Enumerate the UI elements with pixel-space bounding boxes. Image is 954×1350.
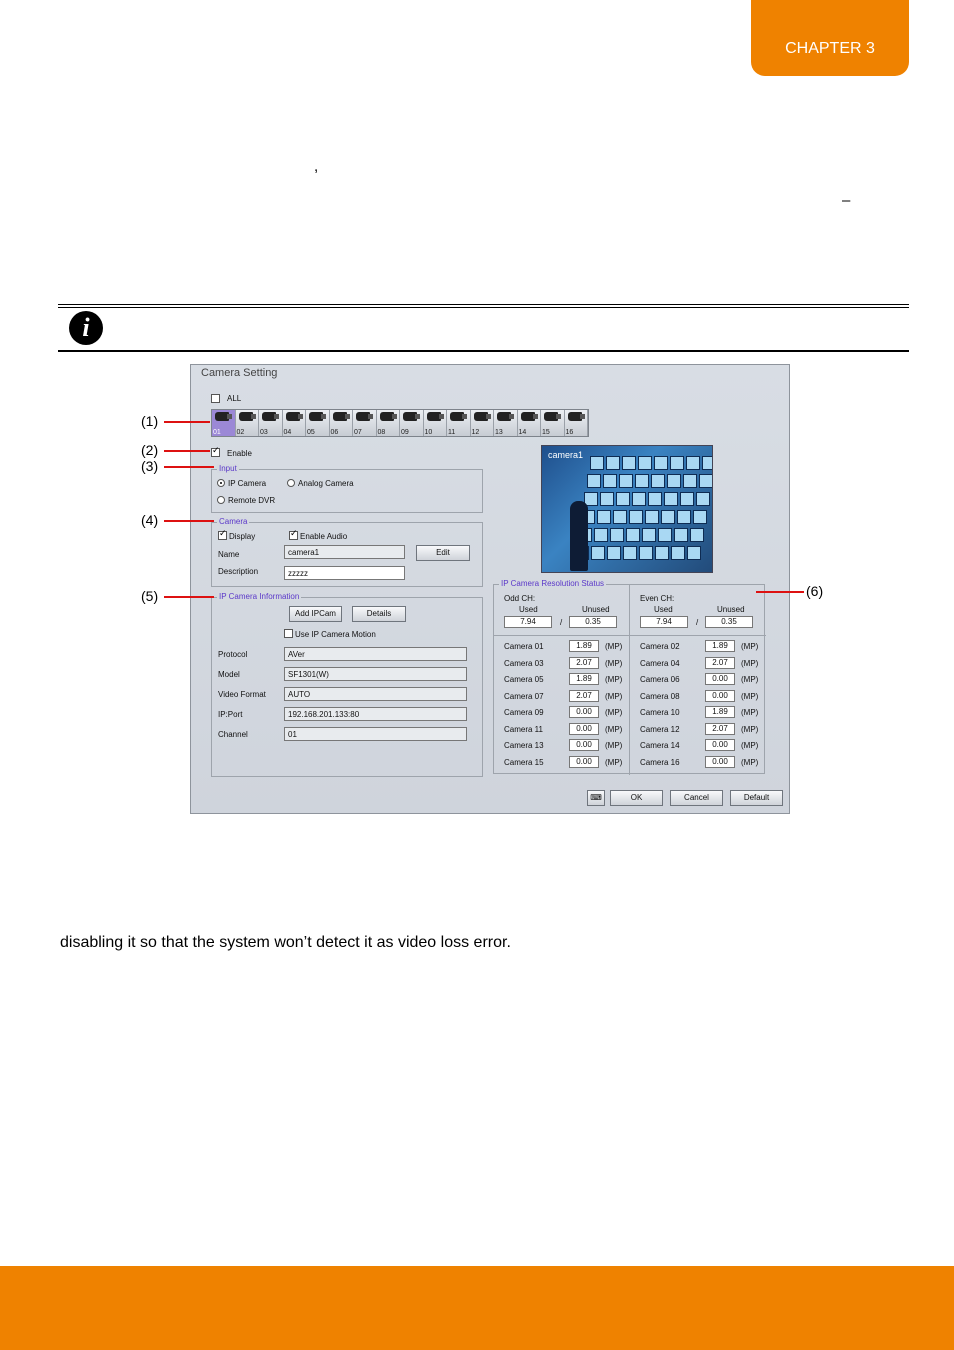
camera-icon (380, 412, 394, 421)
enable-label: Enable (227, 449, 252, 458)
resolution-status-group (493, 579, 765, 774)
protocol-field[interactable]: AVer (284, 647, 467, 661)
monitor-tile (655, 546, 669, 560)
monitor-tile (600, 492, 614, 506)
monitor-tile (629, 510, 643, 524)
remote-dvr-label: Remote DVR (228, 496, 276, 505)
cancel-button[interactable]: Cancel (670, 790, 723, 806)
monitor-tile (626, 528, 640, 542)
camera-button-12[interactable] (471, 410, 495, 436)
resolution-row-unit: (MP) (605, 757, 623, 767)
camera-number: 06 (330, 429, 339, 436)
monitor-tile (638, 456, 652, 470)
resolution-row-unit: (MP) (741, 691, 759, 701)
callout-4-line (164, 520, 214, 522)
display-checkbox[interactable] (218, 531, 227, 540)
callout-1-line (164, 421, 210, 423)
monitor-tile (702, 456, 713, 470)
monitor-tile (664, 492, 678, 506)
protocol-label: Protocol (218, 650, 248, 659)
resolution-row-name: Camera 16 (640, 757, 680, 767)
monitor-tile (623, 546, 637, 560)
enable-audio-label: Enable Audio (300, 532, 348, 541)
resolution-row-unit: (MP) (741, 724, 759, 734)
model-label: Model (218, 670, 240, 679)
camera-number: 11 (448, 429, 456, 436)
callout-3-line (164, 466, 214, 468)
note-rule-top (58, 304, 909, 305)
camera-number: 13 (495, 429, 503, 436)
monitor-tile (603, 474, 617, 488)
chapter-label: CHAPTER 3 (785, 40, 875, 57)
even-used-label: Used (654, 605, 673, 614)
camera-number: 12 (471, 429, 480, 436)
callout-3: (3) (141, 458, 159, 474)
stray-dash: – (842, 192, 851, 209)
use-motion-checkbox[interactable] (284, 629, 293, 638)
camera-button-08[interactable] (377, 410, 401, 436)
odd-unused-value: 0.35 (569, 616, 617, 628)
camera-button-04[interactable] (283, 410, 307, 436)
note-rule-top-2 (58, 307, 909, 308)
resolution-row-value: 2.07 (569, 657, 599, 669)
resolution-row-value: 1.89 (705, 706, 735, 718)
body-paragraph: disabling it so that the system won’t detect it as video loss error. (60, 934, 511, 951)
camera-number: 08 (377, 429, 386, 436)
camera-button-07[interactable] (353, 410, 377, 436)
camera-icon (427, 412, 441, 421)
resolution-row-name: Camera 14 (640, 741, 680, 750)
analog-camera-radio[interactable] (287, 479, 295, 487)
description-field[interactable]: zzzzz (284, 566, 405, 580)
resolution-row-unit: (MP) (741, 708, 759, 717)
camera-number: 10 (424, 429, 433, 436)
monitor-tile (680, 492, 694, 506)
callout-1: (1) (141, 413, 159, 429)
resolution-row-value: 0.00 (569, 739, 599, 751)
monitor-tile (613, 510, 627, 524)
monitor-tile (648, 492, 662, 506)
video-format-field[interactable]: AUTO (284, 687, 467, 701)
name-label: Name (218, 550, 240, 559)
monitor-tile (687, 546, 701, 560)
monitor-tile (661, 510, 675, 524)
ip-port-field[interactable]: 192.168.201.133:80 (284, 707, 467, 721)
analog-camera-label: Analog Camera (298, 479, 354, 488)
input-group (211, 464, 483, 513)
resolution-row-unit: (MP) (741, 741, 759, 750)
callout-2: (2) (141, 442, 159, 458)
even-slash: / (696, 618, 699, 627)
resolution-row-name: Camera 08 (640, 691, 680, 701)
callout-6-line (756, 591, 804, 593)
camera-button-06[interactable] (330, 410, 354, 436)
callout-6: (6) (806, 583, 824, 599)
resolution-row-value: 0.00 (569, 723, 599, 735)
resolution-row-value: 0.00 (705, 690, 735, 702)
resolution-row-unit: (MP) (605, 741, 623, 750)
camera-group (211, 517, 483, 587)
resolution-row-value: 0.00 (569, 706, 599, 718)
camera-icon (544, 412, 558, 421)
camera-icon (568, 412, 582, 421)
monitor-tile (607, 546, 621, 560)
camera-number: 16 (565, 429, 574, 436)
footer-bar (0, 1266, 954, 1350)
resolution-row-unit: (MP) (605, 724, 623, 734)
enable-audio-checkbox[interactable] (289, 531, 298, 540)
odd-unused-label: Unused (582, 605, 610, 614)
camera-icon (521, 412, 535, 421)
resolution-row-name: Camera 03 (504, 658, 544, 668)
resolution-row-name: Camera 11 (504, 724, 543, 734)
camera-button-05[interactable] (306, 410, 330, 436)
monitor-tile (597, 510, 611, 524)
resolution-row-unit: (MP) (741, 658, 759, 668)
camera-button-09[interactable] (400, 410, 424, 436)
model-field[interactable]: SF1301(W) (284, 667, 467, 681)
resolution-group-label: IP Camera Resolution Status (501, 579, 605, 588)
description-label: Description (218, 567, 259, 576)
camera-number: 14 (518, 429, 527, 436)
camera-button-01[interactable] (212, 410, 236, 436)
camera-button-11[interactable] (447, 410, 471, 436)
video-format-label: Video Format (218, 690, 266, 699)
monitor-tile (686, 456, 700, 470)
stray-comma: , (314, 158, 319, 175)
resolution-hdivider (494, 635, 766, 636)
monitor-tile (645, 510, 659, 524)
monitor-tile (667, 474, 681, 488)
resolution-row-value: 0.00 (705, 756, 735, 768)
camera-button-02[interactable] (236, 410, 260, 436)
resolution-row-value: 2.07 (569, 690, 599, 702)
note-rule-bottom (58, 350, 909, 352)
add-ipcam-button[interactable]: Add IPCam (289, 606, 342, 622)
ok-button[interactable]: OK (610, 790, 663, 806)
camera-group-label: Camera (219, 517, 248, 526)
channel-label: Channel (218, 730, 248, 739)
camera-icon (450, 412, 464, 421)
all-checkbox[interactable] (211, 394, 220, 403)
camera-icon (286, 412, 300, 421)
resolution-row-unit: (MP) (605, 675, 623, 684)
display-label: Display (229, 532, 256, 541)
camera-button-03[interactable] (259, 410, 283, 436)
monitor-tile (619, 474, 633, 488)
resolution-row-name: Camera 06 (640, 675, 680, 684)
even-unused-value: 0.35 (705, 616, 753, 628)
monitor-tile (635, 474, 649, 488)
resolution-row-name: Camera 01 (504, 642, 544, 651)
resolution-row-name: Camera 09 (504, 708, 544, 717)
monitor-tile (590, 456, 604, 470)
resolution-row-name: Camera 15 (504, 757, 544, 767)
resolution-divider (629, 585, 630, 775)
monitor-tile (674, 528, 688, 542)
monitor-tile (696, 492, 710, 506)
camera-number: 03 (260, 429, 268, 436)
camera-icon (262, 412, 276, 421)
resolution-row-value: 0.00 (705, 673, 735, 685)
callout-2-line (164, 450, 210, 452)
monitor-tile (658, 528, 672, 542)
info-icon: i (69, 311, 103, 345)
monitor-tile (670, 456, 684, 470)
resolution-row-name: Camera 05 (504, 675, 544, 684)
details-button[interactable]: Details (352, 606, 406, 622)
resolution-row-name: Camera 07 (504, 691, 544, 701)
keyboard-icon[interactable]: ⌨ (587, 790, 605, 806)
monitor-tile (632, 492, 646, 506)
ip-info-group-label: IP Camera Information (219, 592, 300, 601)
resolution-row-unit: (MP) (605, 708, 623, 717)
camera-number: 07 (354, 429, 362, 436)
camera-icon (309, 412, 323, 421)
ip-camera-label: IP Camera (228, 479, 267, 488)
preview-label: camera1 (548, 450, 584, 460)
name-field[interactable]: camera1 (284, 545, 405, 559)
resolution-row-value: 0.00 (705, 739, 735, 751)
camera-button-14[interactable] (518, 410, 542, 436)
edit-button[interactable]: Edit (416, 545, 470, 561)
callout-5-line (164, 596, 214, 598)
resolution-row-value: 0.00 (569, 756, 599, 768)
channel-field[interactable]: 01 (284, 727, 467, 741)
camera-number: 09 (401, 429, 409, 436)
callout-4: (4) (141, 512, 159, 528)
monitor-tile (671, 546, 685, 560)
ip-camera-radio[interactable] (217, 479, 225, 487)
monitor-tile (622, 456, 636, 470)
resolution-row-unit: (MP) (741, 675, 759, 684)
monitor-tile (591, 546, 605, 560)
resolution-row-unit: (MP) (605, 691, 623, 701)
ip-camera-info-group (211, 592, 483, 777)
camera-number: 01 (213, 429, 221, 436)
chapter-tab (751, 0, 909, 76)
monitor-tile (606, 456, 620, 470)
camera-icon (333, 412, 347, 421)
resolution-row-unit: (MP) (605, 658, 623, 668)
camera-number: 05 (307, 429, 315, 436)
resolution-row-unit: (MP) (741, 757, 759, 767)
camera-strip (211, 409, 589, 437)
even-used-value: 7.94 (640, 616, 688, 628)
resolution-row-name: Camera 13 (504, 741, 544, 750)
resolution-row-value: 2.07 (705, 657, 735, 669)
monitor-tile (654, 456, 668, 470)
resolution-row-name: Camera 12 (640, 724, 680, 734)
ip-port-label: IP:Port (218, 710, 243, 719)
resolution-row-unit: (MP) (741, 642, 759, 651)
camera-preview (541, 445, 713, 573)
monitor-tile (651, 474, 665, 488)
use-motion-label: Use IP Camera Motion (295, 630, 376, 639)
odd-used-label: Used (519, 605, 538, 614)
camera-setting-dialog (190, 364, 790, 814)
resolution-row-name: Camera 10 (640, 708, 680, 717)
monitor-tile (699, 474, 713, 488)
resolution-row-name: Camera 04 (640, 658, 680, 668)
monitor-tile (690, 528, 704, 542)
camera-number: 02 (236, 429, 245, 436)
camera-number: 04 (283, 429, 292, 436)
resolution-row-unit: (MP) (605, 642, 623, 651)
monitor-tile (587, 474, 601, 488)
all-label: ALL (227, 394, 242, 403)
callout-5: (5) (141, 588, 159, 604)
camera-icon (403, 412, 417, 421)
resolution-row-name: Camera 02 (640, 642, 680, 651)
camera-button-15[interactable] (541, 410, 565, 436)
monitor-tile (616, 492, 630, 506)
resolution-row-value: 1.89 (569, 640, 599, 652)
monitor-tile (693, 510, 707, 524)
camera-button-13[interactable] (494, 410, 518, 436)
dialog-title: Camera Setting (201, 367, 278, 379)
monitor-tile (639, 546, 653, 560)
input-group-label: Input (219, 464, 237, 473)
camera-icon (215, 412, 229, 421)
odd-slash: / (560, 618, 563, 627)
monitor-tile (683, 474, 697, 488)
camera-number: 15 (542, 429, 550, 436)
monitor-tile (642, 528, 656, 542)
even-ch-label: Even CH: (640, 594, 675, 603)
resolution-row-value: 2.07 (705, 723, 735, 735)
person-figure (570, 501, 588, 571)
monitor-tile (677, 510, 691, 524)
enable-checkbox[interactable] (211, 448, 220, 457)
even-unused-label: Unused (717, 605, 745, 614)
camera-button-16[interactable] (565, 410, 589, 436)
monitor-tile (594, 528, 608, 542)
camera-icon (239, 412, 253, 421)
remote-dvr-radio[interactable] (217, 496, 225, 504)
resolution-row-value: 1.89 (569, 673, 599, 685)
odd-used-value: 7.94 (504, 616, 552, 628)
monitor-tile (610, 528, 624, 542)
default-button[interactable]: Default (730, 790, 783, 806)
odd-ch-label: Odd CH: (504, 594, 536, 603)
camera-button-10[interactable] (424, 410, 448, 436)
camera-icon (474, 412, 488, 421)
camera-icon (356, 412, 370, 421)
camera-icon (497, 412, 511, 421)
resolution-row-value: 1.89 (705, 640, 735, 652)
